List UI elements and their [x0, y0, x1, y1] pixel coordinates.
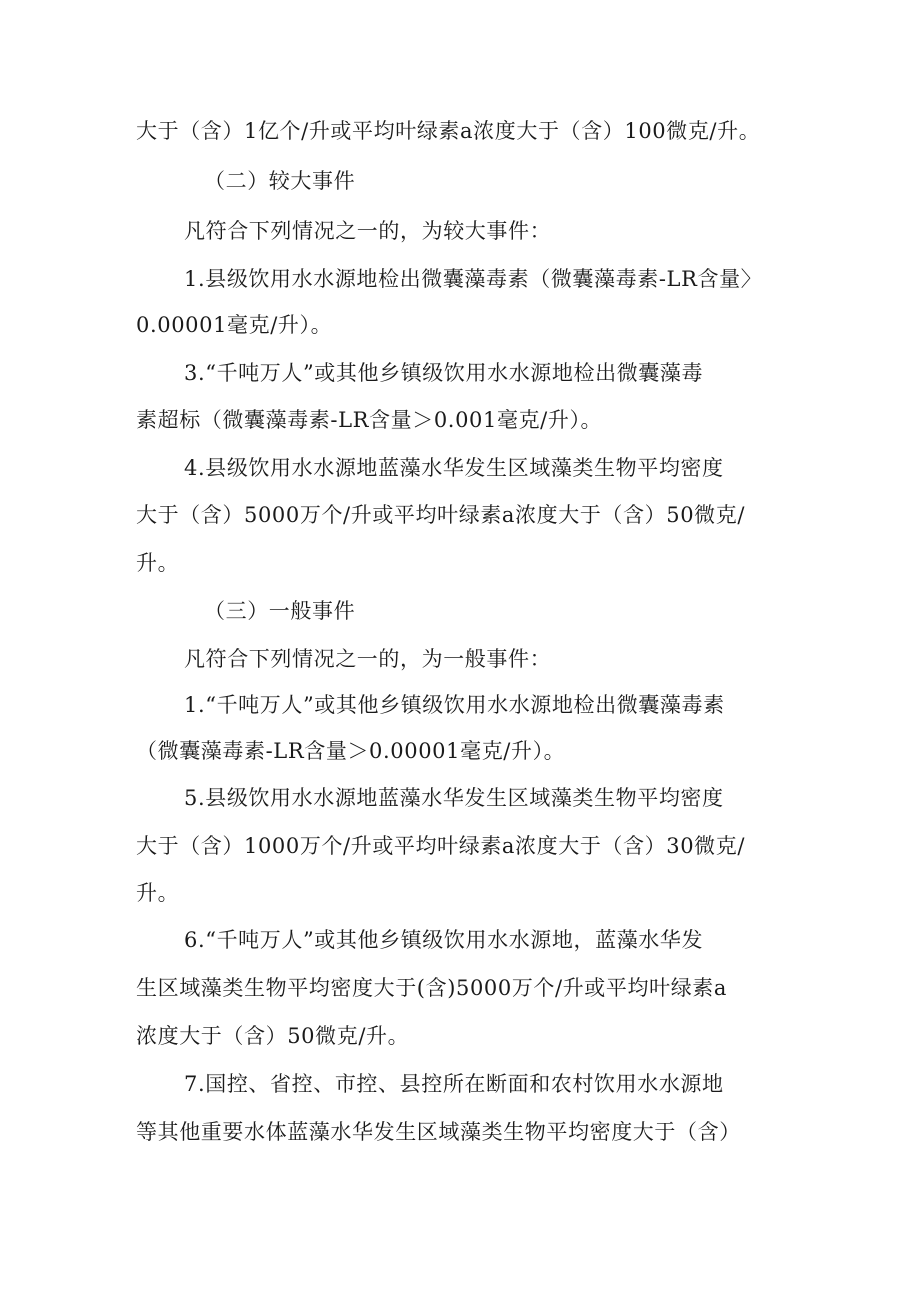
section-heading: （三）一般事件 [204, 599, 356, 623]
paragraph-line: （微囊藻毒素-LR含量＞0.00001毫克/升）。 [136, 739, 566, 763]
paragraph-line: 等其他重要水体蓝藻水华发生区域藻类生物平均密度大于（含） [136, 1120, 741, 1144]
paragraph-line: 6.“千吨万人”或其他乡镇级饮用水水源地，蓝藻水华发 [184, 928, 704, 952]
paragraph-line: 凡符合下列情况之一的，为一般事件： [184, 647, 552, 671]
paragraph-line: 生区域藻类生物平均密度大于(含)5000万个/升或平均叶绿素a [136, 976, 728, 1000]
section-heading: （二）较大事件 [204, 169, 356, 193]
paragraph-line: 5.县级饮用水水源地蓝藻水华发生区域藻类生物平均密度 [184, 786, 724, 810]
paragraph-line: 素超标（微囊藻毒素-LR含量＞0.001毫克/升）。 [136, 408, 603, 432]
paragraph-line: 1.“千吨万人”或其他乡镇级饮用水水源地检出微囊藻毒素 [184, 693, 725, 717]
paragraph-line: 大于（含）5000万个/升或平均叶绿素a浓度大于（含）50微克/ [136, 503, 746, 527]
paragraph-line: 大于（含）1000万个/升或平均叶绿素a浓度大于（含）30微克/ [136, 834, 746, 858]
paragraph-line: 3.“千吨万人”或其他乡镇级饮用水水源地检出微囊藻毒 [184, 361, 704, 385]
paragraph-line: 7.国控、省控、市控、县控所在断面和农村饮用水水源地 [184, 1072, 724, 1096]
paragraph-line: 大于（含）1亿个/升或平均叶绿素a浓度大于（含）100微克/升。 [136, 119, 761, 143]
paragraph-line: 升。 [136, 881, 180, 905]
paragraph-line: 0.00001毫克/升）。 [136, 313, 333, 337]
paragraph-line: 1.县级饮用水水源地检出微囊藻毒素（微囊藻毒素-LR含量〉 [184, 267, 763, 291]
paragraph-line: 升。 [136, 551, 180, 575]
paragraph-line: 4.县级饮用水水源地蓝藻水华发生区域藻类生物平均密度 [184, 456, 724, 480]
paragraph-line: 凡符合下列情况之一的，为较大事件： [184, 219, 552, 243]
paragraph-line: 浓度大于（含）50微克/升。 [136, 1024, 410, 1048]
